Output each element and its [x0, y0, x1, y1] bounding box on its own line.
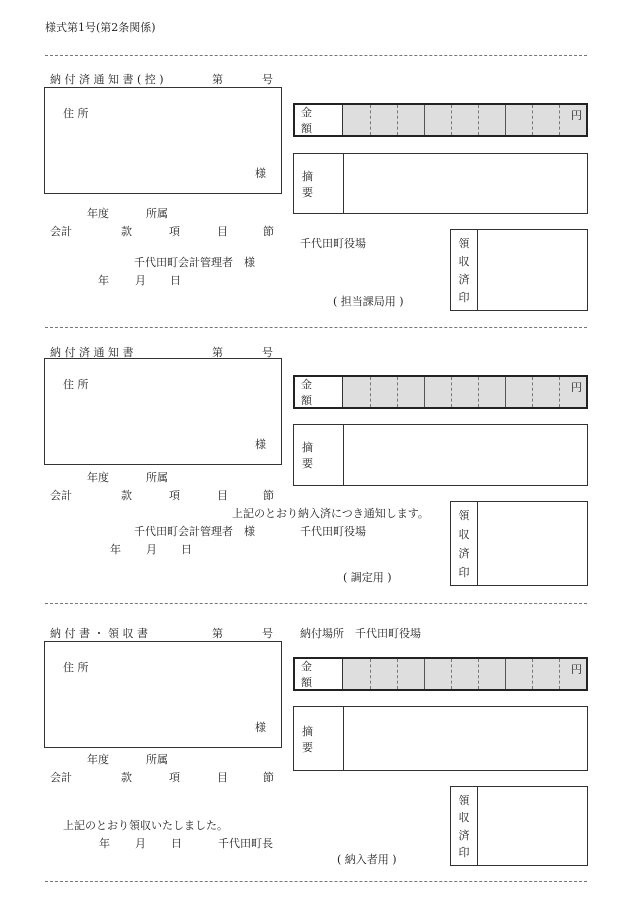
receipt-stamp-box[interactable]	[450, 786, 588, 866]
summary-field[interactable]	[293, 424, 588, 486]
cut-line	[45, 881, 587, 882]
address-label: 住 所	[63, 107, 89, 120]
payment-place: 納付場所 千代田町役場	[300, 627, 421, 640]
affiliation-label: 所属	[146, 471, 168, 484]
address-label: 住 所	[63, 661, 89, 674]
month-label: 月	[135, 274, 146, 287]
setsu-label: 節	[263, 771, 274, 784]
kan-label: 款	[121, 225, 132, 238]
amount-field[interactable]	[293, 375, 588, 409]
summary-label: 摘 要	[294, 707, 344, 770]
yen-label: 円	[571, 381, 582, 394]
address-box[interactable]	[44, 358, 282, 465]
office-label: 千代田町役場	[300, 525, 366, 538]
number-label: 第	[212, 73, 223, 86]
usage-label: ( 担当課局用 )	[333, 295, 404, 308]
receipt-stamp-box[interactable]	[450, 501, 588, 586]
account-label: 会計	[50, 489, 72, 502]
received-text: 上記のとおり領収いたしました。	[63, 819, 228, 832]
affiliation-label: 所属	[146, 753, 168, 766]
fiscal-year-label: 年度	[87, 207, 109, 220]
notice-text: 上記のとおり納入済につき通知します。	[232, 507, 429, 520]
account-label: 会計	[50, 225, 72, 238]
day-label: 日	[181, 543, 192, 556]
number-label: 第	[212, 346, 223, 359]
fiscal-year-label: 年度	[87, 753, 109, 766]
number-suffix: 号	[262, 346, 273, 359]
year-label: 年	[98, 274, 109, 287]
kou-label: 項	[169, 771, 180, 784]
setsu-label: 節	[263, 489, 274, 502]
manager-label: 千代田町会計管理者 様	[134, 256, 255, 269]
yen-label: 円	[571, 109, 582, 122]
section-title: 納 付 済 通 知 書	[50, 346, 134, 359]
amount-field[interactable]	[293, 657, 588, 691]
amount-grid[interactable]	[343, 377, 586, 407]
yen-label: 円	[571, 663, 582, 676]
office-label: 千代田町役場	[300, 237, 366, 250]
moku-label: 目	[217, 771, 228, 784]
summary-label: 摘 要	[294, 425, 344, 485]
number-suffix: 号	[262, 73, 273, 86]
year-label: 年	[110, 543, 121, 556]
cut-line	[45, 603, 587, 604]
receipt-stamp-label: 領 収 済 印	[451, 787, 478, 865]
kan-label: 款	[121, 771, 132, 784]
month-label: 月	[135, 837, 146, 850]
amount-label: 金 額	[295, 105, 343, 135]
receipt-stamp-label: 領 収 済 印	[451, 502, 478, 585]
number-suffix: 号	[262, 627, 273, 640]
manager-label: 千代田町会計管理者 様	[134, 525, 255, 538]
amount-field[interactable]	[293, 103, 588, 137]
usage-label: ( 納入者用 )	[337, 853, 397, 866]
amount-label: 金 額	[295, 659, 343, 689]
kou-label: 項	[169, 489, 180, 502]
summary-field[interactable]	[293, 153, 588, 214]
section-title: 納 付 済 通 知 書 ( 控 )	[50, 73, 164, 86]
fiscal-year-label: 年度	[87, 471, 109, 484]
month-label: 月	[146, 543, 157, 556]
moku-label: 目	[217, 489, 228, 502]
summary-field[interactable]	[293, 706, 588, 771]
receipt-stamp-label: 領 収 済 印	[451, 230, 478, 310]
mayor-label: 千代田町長	[218, 837, 273, 850]
affiliation-label: 所属	[146, 207, 168, 220]
cut-line	[45, 327, 587, 328]
cut-line	[45, 55, 587, 56]
number-label: 第	[212, 627, 223, 640]
address-label: 住 所	[63, 378, 89, 391]
year-label: 年	[99, 837, 110, 850]
day-label: 日	[171, 837, 182, 850]
kou-label: 項	[169, 225, 180, 238]
moku-label: 目	[217, 225, 228, 238]
honorific: 様	[255, 721, 266, 734]
address-box[interactable]	[44, 641, 282, 748]
address-box[interactable]	[44, 87, 282, 194]
amount-grid[interactable]	[343, 659, 586, 689]
section-title: 納 付 書 ・ 領 収 書	[50, 627, 148, 640]
honorific: 様	[255, 167, 266, 180]
account-label: 会計	[50, 771, 72, 784]
kan-label: 款	[121, 489, 132, 502]
summary-label: 摘 要	[294, 154, 344, 213]
amount-label: 金 額	[295, 377, 343, 407]
honorific: 様	[255, 438, 266, 451]
form-number: 様式第1号(第2条関係)	[45, 21, 156, 34]
amount-grid[interactable]	[343, 105, 586, 135]
day-label: 日	[170, 274, 181, 287]
setsu-label: 節	[263, 225, 274, 238]
receipt-stamp-box[interactable]	[450, 229, 588, 311]
usage-label: ( 調定用 )	[343, 571, 392, 584]
